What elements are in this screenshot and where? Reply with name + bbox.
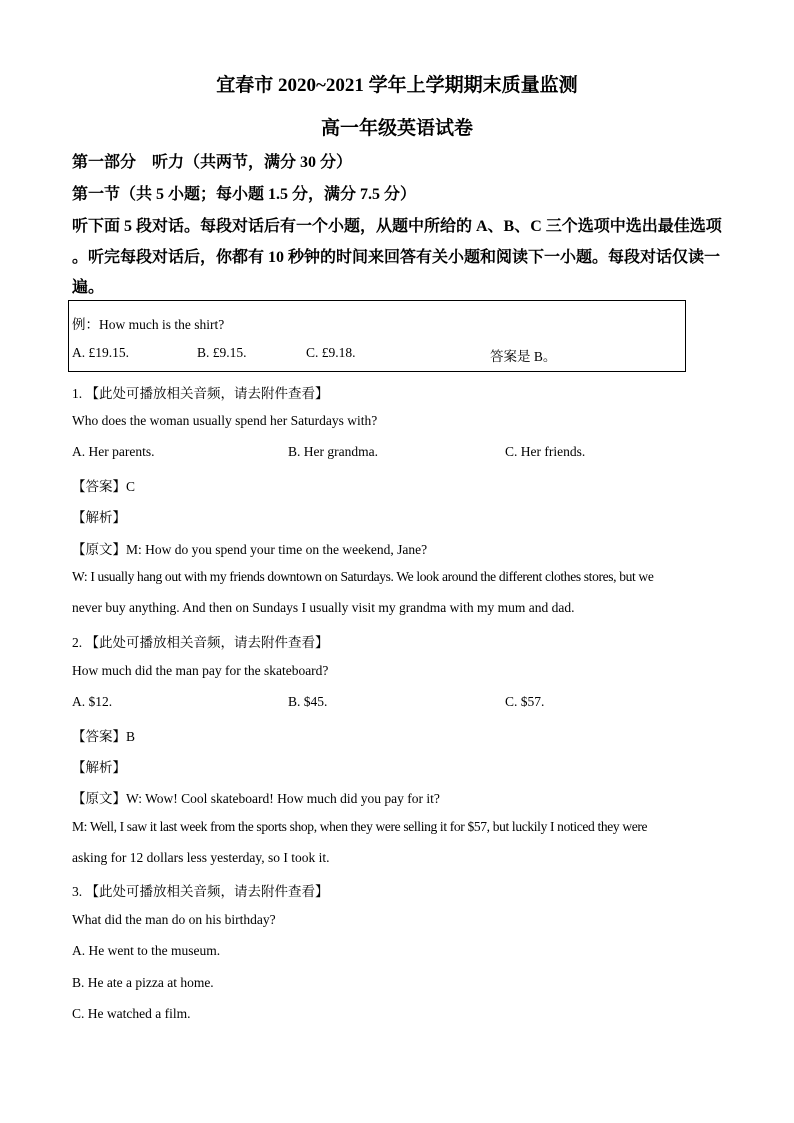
q3-option-c: C. He watched a film. [72,1006,191,1021]
q3-option-b: B. He ate a pizza at home. [72,975,214,990]
example-option-b: B. £9.15. [197,345,247,360]
q1-stem: Who does the woman usually spend her Saturdays with? [72,413,378,428]
q2-analysis: 【解析】 [72,760,126,775]
q3-title: 3. 【此处可播放相关音频，请去附件查看】 [72,884,329,899]
q1-title: 1. 【此处可播放相关音频，请去附件查看】 [72,386,329,401]
q2-transcript-2: M: Well, I saw it last week from the sports shop, when they were selling it for $57, but luckily I noticed they were [72,819,648,834]
example-answer: 答案是 B。 [490,349,557,364]
q1-answer: 【答案】C [72,479,136,494]
part1-heading: 第一部分 听力（共两节，满分 30 分） [72,154,353,171]
q1-analysis: 【解析】 [72,510,126,525]
q3-stem: What did the man do on his birthday? [72,912,276,927]
q2-answer: 【答案】B [72,729,136,744]
q2-stem: How much did the man pay for the skateboard? [72,663,329,678]
example-box [68,300,686,372]
instructions-line-2: 。听完每段对话后，你都有 10 秒钟的时间来回答有关小题和阅读下一小题。每段对话仅读一 [72,249,721,266]
instructions-line-1: 听下面 5 段对话。每段对话后有一个小题，从题中所给的 A、B、C 三个选项中选出最佳选项 [72,218,722,235]
instructions-line-3: 遍。 [72,279,105,296]
q1-option-a: A. Her parents. [72,444,155,459]
example-option-c: C. £9.18. [306,345,356,360]
q1-transcript-1: 【原文】M: How do you spend your time on the weekend, Jane? [72,542,428,557]
example-option-a: A. £19.15. [72,345,129,360]
q2-option-c: C. $57. [505,694,545,709]
q2-option-a: A. $12. [72,694,113,709]
section1-heading: 第一节（共 5 小题；每小题 1.5 分，满分 7.5 分） [72,186,417,203]
exam-title: 宜春市 2020~2021 学年上学期期末质量监测 [216,75,578,96]
example-question: 例：How much is the shirt? [72,317,225,332]
q2-option-b: B. $45. [288,694,328,709]
q1-transcript-2: W: I usually hang out with my friends downtown on Saturdays. We look around the different clothes stores, but we [72,569,654,584]
q2-transcript-1: 【原文】W: Wow! Cool skateboard! How much did you pay for it? [72,791,440,806]
q1-option-b: B. Her grandma. [288,444,378,459]
exam-subtitle: 高一年级英语试卷 [320,118,473,139]
q2-transcript-3: asking for 12 dollars less yesterday, so I took it. [72,850,330,865]
q1-option-c: C. Her friends. [505,444,586,459]
q1-transcript-3: never buy anything. And then on Sundays I usually visit my grandma with my mum and dad. [72,600,575,615]
q3-option-a: A. He went to the museum. [72,943,221,958]
q2-title: 2. 【此处可播放相关音频，请去附件查看】 [72,635,329,650]
